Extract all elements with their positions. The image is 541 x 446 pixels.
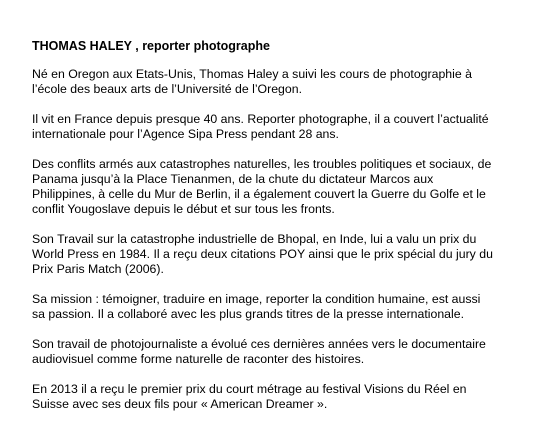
paragraph-line: Né en Oregon aux Etats-Unis, Thomas Haley a suivi les cours de photographie à <box>32 67 472 81</box>
paragraph-mission <box>32 292 524 322</box>
paragraph-line: sa passion. Il a collaboré avec les plus grands titres de la presse internationale. <box>32 307 465 321</box>
paragraph-conflicts <box>32 157 524 217</box>
paragraph-prize-2013 <box>32 382 524 412</box>
paragraph-career <box>32 112 524 142</box>
paragraph-documentary <box>32 337 524 367</box>
paragraph-line: En 2013 il a reçu le premier prix du court métrage au festival Visions du Réel en <box>32 382 467 396</box>
paragraph-origin <box>32 67 524 97</box>
paragraph-line: Prix Paris Match (2006). <box>32 262 164 276</box>
paragraph-line: Il vit en France depuis presque 40 ans. Reporter photographe, il a couvert l’actualité <box>32 112 489 126</box>
paragraph-line: audiovisuel comme forme naturelle de raconter des histoires. <box>32 352 365 366</box>
paragraph-line: Panama jusqu’à la Place Tienanmen, de la chute du dictateur Marcos aux <box>32 172 434 186</box>
document-body <box>32 39 524 427</box>
paragraph-line: internationale pour l’Agence Sipa Press pendant 28 ans. <box>32 127 339 141</box>
paragraph-awards <box>32 232 524 277</box>
paragraph-line: l’école des beaux arts de l’Université de l’Oregon. <box>32 82 302 96</box>
document-title: THOMAS HALEY , reporter photographe <box>32 39 270 53</box>
paragraph-line: Son travail de photojournaliste a évolué ces dernières années vers le documentaire <box>32 337 486 351</box>
paragraph-line: Sa mission : témoigner, traduire en image, reporter la condition humaine, est aussi <box>32 292 481 306</box>
paragraph-line: Son Travail sur la catastrophe industrielle de Bhopal, en Inde, lui a valu un prix du <box>32 232 477 246</box>
paragraph-line: Suisse avec ses deux fils pour « American Dreamer ». <box>32 397 328 411</box>
paragraph-line: conflit Yougoslave depuis le début et sur tous les fronts. <box>32 202 335 216</box>
paragraph-line: World Press en 1984. Il a reçu deux citations POY ainsi que le prix spécial du jury du <box>32 247 493 261</box>
paragraph-line: Des conflits armés aux catastrophes naturelles, les troubles politiques et sociaux, de <box>32 157 492 171</box>
paragraph-line: Philippines, à celle du Mur de Berlin, il a également couvert la Guerre du Golfe et le <box>32 187 486 201</box>
